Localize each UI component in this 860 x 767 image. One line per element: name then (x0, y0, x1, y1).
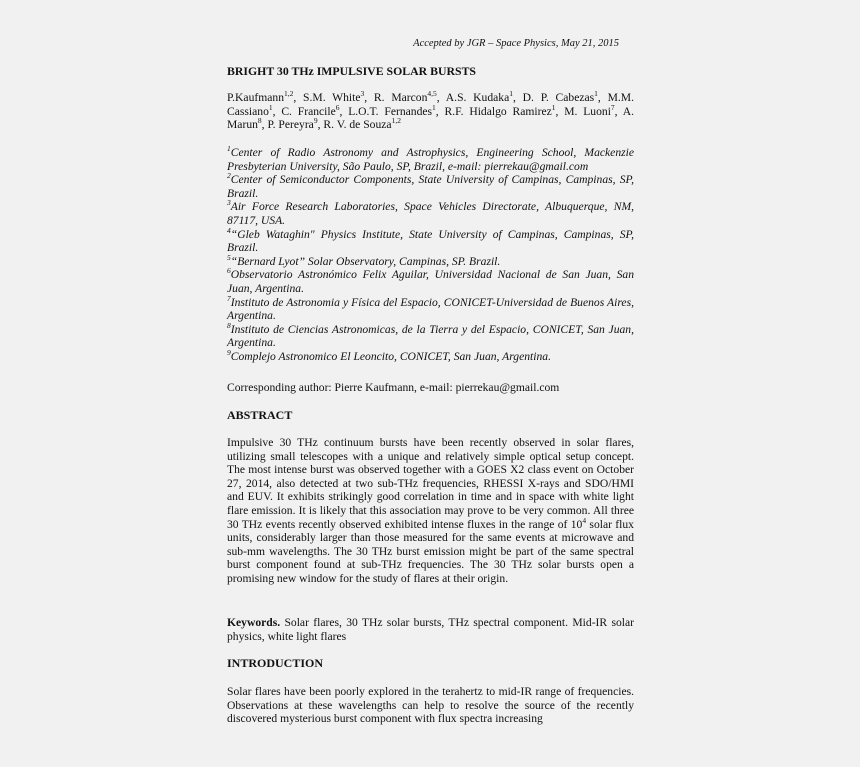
author-separator: , (555, 104, 565, 118)
author-name: L.O.T. Fernandes (348, 104, 433, 118)
affiliation-text: Instituto de Ciencias Astronomicas, de la Tierra y del Espacio, CONICET, San Juan, Argentina. (227, 322, 634, 350)
affiliation-number: 9 (227, 348, 231, 358)
author-affiliation-index: 4,5 (427, 89, 437, 99)
keywords-label: Keywords. (227, 616, 281, 629)
affiliation-item (227, 225, 634, 255)
author-name: C. Francile (281, 104, 336, 118)
author-entry (267, 118, 323, 131)
author-affiliation-index: 3 (360, 89, 365, 99)
affiliation-item (227, 146, 634, 173)
affiliation-text: Instituto de Astronomia y Física del Espacio, CONICET-Universidad de Buenos Aires, Argentina. (227, 295, 634, 323)
author-name: M.M. Cassiano (227, 91, 635, 118)
affiliation-number: 5 (227, 252, 231, 262)
affiliation-number: 8 (227, 320, 231, 330)
author-separator: , (364, 91, 374, 104)
abstract-exponent: 4 (582, 515, 587, 525)
abstract-text-b: solar flux units, considerably larger than those measured for the same events at microwave and sub-mm wavelengths. The 30 THz burst emission might be part of the same spectral burst component found at sub-THz frequencies. The 30 THz solar bursts open a promising new window for the study of flares at their origin. (227, 517, 634, 585)
author-affiliation-index: 1 (268, 102, 273, 112)
author-entry (323, 118, 401, 131)
author-affiliation-index: 8 (257, 116, 262, 126)
author-name: R. V. de Souza (323, 118, 392, 132)
author-name: S.M. White (303, 91, 361, 104)
author-affiliation-index: 1 (594, 89, 598, 99)
author-affiliation-index: 7 (610, 102, 615, 112)
author-name: A. Marun (227, 104, 635, 132)
author-entry (227, 91, 303, 104)
author-separator: , (293, 91, 304, 104)
author-affiliation-index: 1,2 (284, 89, 294, 99)
author-name: P.Kaufmann (227, 91, 284, 104)
author-affiliation-index: 1 (432, 102, 436, 112)
author-affiliation-index: 1 (551, 102, 556, 112)
affiliation-list (227, 146, 634, 364)
author-entry (523, 91, 608, 104)
author-separator: , (339, 104, 349, 118)
author-list (227, 91, 634, 132)
abstract-text-a: Impulsive 30 THz continuum bursts have been recently observed in solar flares, utilizing small telescopes with a unique and relatively simple optical setup concept. The most intense burst was observed together with a GOES X2 class event on October 27, 2014, also detected at two sub-THz frequencies, RHESSI X-rays and SDO/HMI and EUV. It exhibits strikingly good correlation in time and in space with white light flare emission. It is likely that this association may prove to be very common. All three 30 THz events recently observed exhibited intense fluxes in the range of 10 (227, 436, 634, 531)
author-affiliation-index: 6 (335, 102, 340, 112)
affiliation-text: Air Force Research Laboratories, Space Vehicles Directorate, Albuquerque, NM, 87117, USA. (227, 200, 634, 227)
author-name: P. Pereyra (267, 118, 314, 132)
affiliation-text: Center of Semiconductor Components, State University of Campinas, Campinas, SP, Brazil. (227, 173, 634, 200)
affiliation-number: 4 (227, 225, 231, 235)
affiliation-item (227, 200, 634, 227)
author-separator: , (436, 91, 446, 104)
affiliation-text: Complejo Astronomico El Leoncito, CONICET, San Juan, Argentina. (230, 349, 551, 363)
affiliation-number: 6 (227, 266, 231, 276)
author-entry (446, 91, 523, 104)
affiliation-text: “Gleb Wataghin" Physics Institute, State University of Campinas, Campinas, SP, Brazil. (227, 227, 634, 255)
author-name: R.F. Hidalgo Ramirez (444, 104, 552, 118)
affiliation-text: Observatorio Astronómico Felix Aguilar, Universidad Nacional de San Juan, San Juan, Argentina. (227, 268, 634, 295)
keywords-paragraph (227, 616, 634, 643)
author-separator: , (435, 104, 445, 118)
author-separator: , (597, 91, 608, 104)
affiliation-number: 3 (227, 198, 231, 208)
author-affiliation-index: 1 (509, 89, 513, 99)
acceptance-note: Accepted by JGR – Space Physics, May 21, 2015 (413, 38, 619, 49)
author-name: D. P. Cabezas (522, 91, 595, 104)
affiliation-number: 2 (227, 171, 231, 181)
abstract-heading: ABSTRACT (227, 408, 293, 422)
author-affiliation-index: 9 (313, 116, 318, 126)
author-separator: , (317, 118, 324, 132)
affiliation-text: “Bernard Lyot” Solar Observatory, Campinas, SP. Brazil. (230, 254, 501, 268)
affiliation-item (227, 293, 634, 323)
affiliation-text: Center of Radio Astronomy and Astrophysics, Engineering School, Mackenzie Presbyterian University, São Paulo, SP, Brazil, e-mail: pierrekau@gmail.com (227, 146, 634, 173)
affiliation-item (227, 350, 634, 364)
affiliation-number: 1 (227, 144, 231, 154)
author-affiliation-index: 1,2 (391, 116, 401, 126)
author-entry (564, 102, 623, 118)
affiliation-item (227, 173, 634, 200)
affiliation-item (227, 268, 634, 295)
author-name: A.S. Kudaka (445, 91, 510, 104)
author-entry (444, 102, 565, 118)
paper-title: BRIGHT 30 THz IMPULSIVE SOLAR BURSTS (227, 64, 476, 78)
introduction-heading: INTRODUCTION (227, 656, 324, 670)
introduction-body: Solar flares have been poorly explored in the terahertz to mid-IR range of frequencies. Observations at these wavelengths can help to resolve the source of the recently discovered mysterious burst component with flux spectra increasing (227, 685, 634, 726)
corresponding-author: Corresponding author: Pierre Kaufmann, e-mail: pierrekau@gmail.com (227, 381, 560, 394)
author-name: R. Marcon (373, 91, 428, 104)
affiliation-item (227, 252, 634, 269)
author-separator: , (513, 91, 523, 104)
author-separator: , (614, 104, 623, 118)
author-separator: , (261, 118, 268, 132)
author-separator: , (272, 104, 282, 118)
affiliation-item (227, 320, 634, 350)
keywords-text: Solar flares, 30 THz solar bursts, THz spectral component. Mid-IR solar physics, white light flares (227, 616, 634, 643)
affiliation-number: 7 (227, 293, 231, 303)
abstract-body (227, 436, 634, 586)
author-name: M. Luoni (564, 104, 611, 118)
